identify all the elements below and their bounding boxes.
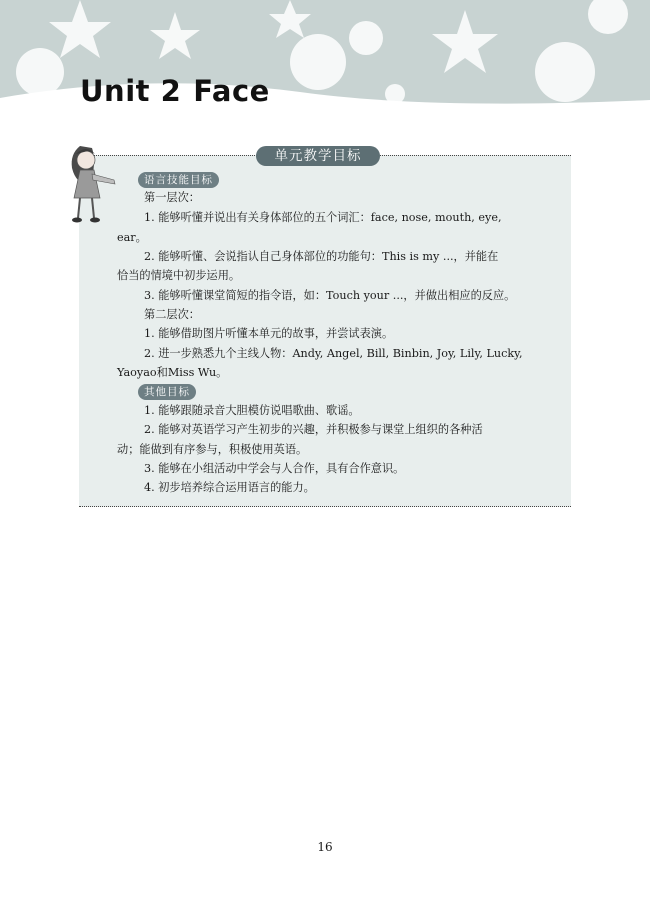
objective-line: 4. 初步培养综合运用语言的能力。: [144, 481, 315, 494]
page-title: [80, 74, 270, 108]
circle-decoration: [290, 34, 346, 90]
objective-line: 2. 能够听懂、会说指认自己身体部位的功能句：This is my ...，并能在: [144, 250, 499, 263]
objective-line: Yaoyao和Miss Wu。: [117, 366, 228, 379]
objective-line: 3. 能够听懂课堂简短的指令语，如：Touch your ...，并做出相应的反应。: [144, 289, 516, 302]
girl-illustration: [62, 140, 122, 225]
level-heading: 第二层次：: [144, 308, 200, 321]
objective-line: 1. 能够借助图片听懂本单元的故事，并尝试表演。: [144, 327, 394, 340]
objective-line: 2. 能够对英语学习产生初步的兴趣，并积极参与课堂上组织的各种活: [144, 423, 483, 436]
objective-line: 3. 能够在小组活动中学会与人合作，具有合作意识。: [144, 462, 405, 475]
objective-line: 恰当的情境中初步运用。: [117, 269, 241, 282]
objective-line: 2. 进一步熟悉九个主线人物：Andy, Angel, Bill, Binbin, Joy, Lily, Lucky,: [144, 347, 523, 360]
objective-line: 1. 能够听懂并说出有关身体部位的五个词汇：face, nose, mouth, eye,: [144, 211, 502, 224]
objective-line: ear。: [117, 231, 147, 244]
unit-label: Unit 2: [80, 74, 182, 108]
circle-decoration: [16, 48, 64, 96]
circle-decoration: [349, 21, 383, 55]
language-skills-tag: 语言技能目标: [138, 172, 219, 188]
objective-line: 1. 能够跟随录音大胆模仿说唱歌曲、歌谣。: [144, 404, 360, 417]
circle-decoration: [535, 42, 595, 102]
page-number: 16: [317, 840, 333, 854]
box-title-pill: 单元教学目标: [256, 146, 380, 166]
objective-line: 动；能做到有序参与，积极使用英语。: [117, 443, 308, 456]
level-heading: 第一层次：: [144, 191, 200, 204]
circle-decoration: [385, 84, 405, 104]
other-goals-tag: 其他目标: [138, 384, 196, 400]
unit-topic: Face: [193, 74, 270, 108]
